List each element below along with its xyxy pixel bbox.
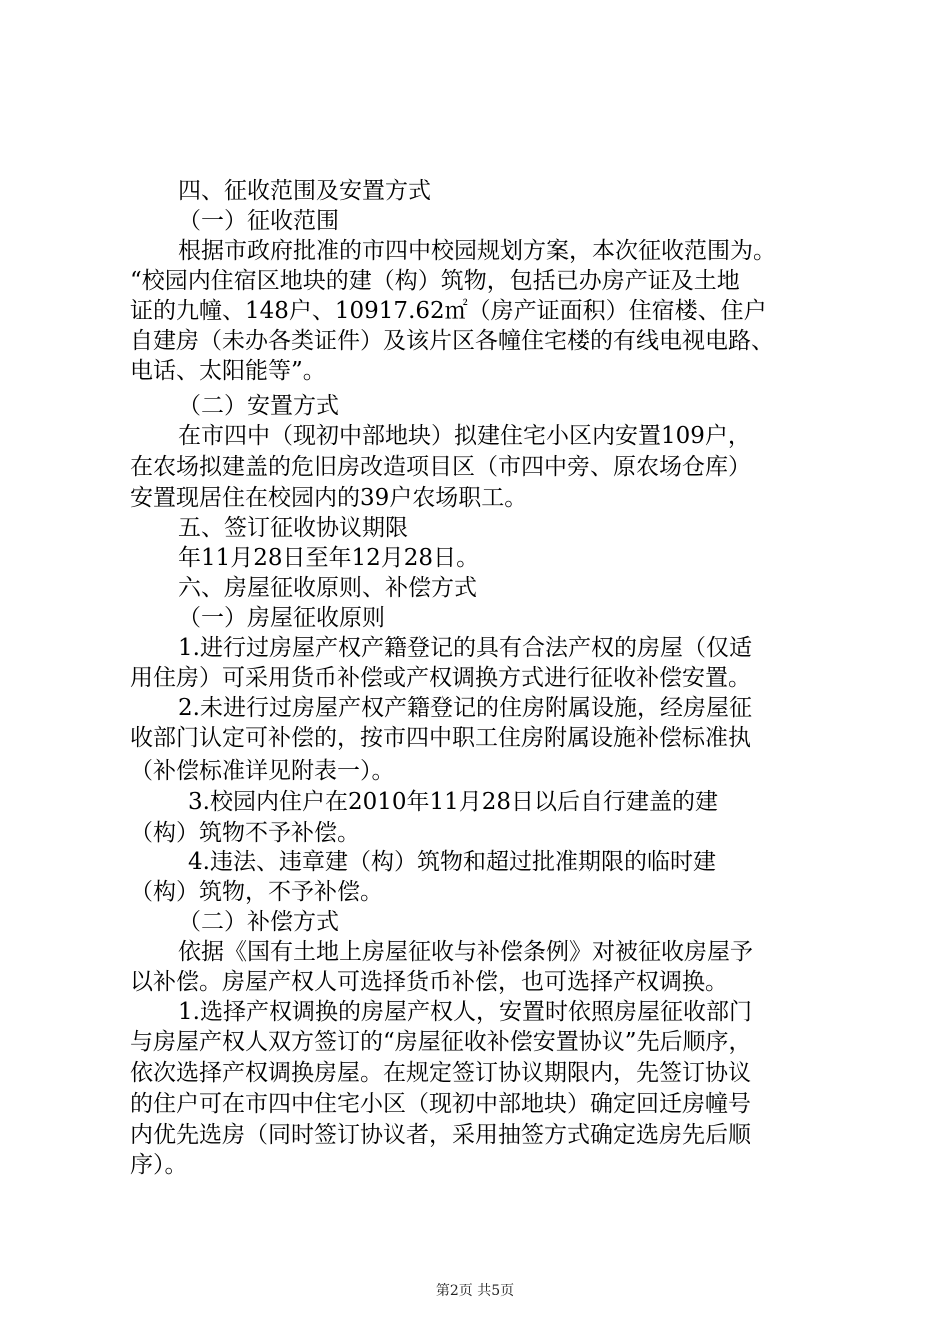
paragraph-line: 在市四中（现初中部地块）拟建住宅小区内安置109户，: [178, 423, 751, 449]
subheading-collection-principles: （一）房屋征收原则: [178, 605, 385, 631]
subheading-resettlement-method: （二）安置方式: [178, 393, 339, 419]
paragraph-line: 用住房）可采用货币补偿或产权调换方式进行征收补偿安置。: [130, 665, 751, 691]
paragraph-line: 依次选择产权调换房屋。在规定签订协议期限内，先签订协议: [130, 1060, 751, 1086]
paragraph-line: 安置现居住在校园内的39户农场职工。: [130, 485, 528, 511]
paragraph-line: 序）。: [130, 1152, 188, 1178]
heading-section-6: 六、房屋征收原则、补偿方式: [178, 575, 477, 601]
paragraph-line: 内优先选房（同时签订协议者，采用抽签方式确定选房先后顺: [130, 1122, 751, 1148]
paragraph-line: 收部门认定可补偿的，按市四中职工住房附属设施补偿标准执: [130, 725, 751, 751]
paragraph-line: 1.进行过房屋产权产籍登记的具有合法产权的房屋（仅适: [178, 635, 752, 661]
page-number-footer: 第2页 共5页: [435, 1283, 515, 1299]
paragraph-line: （构）筑物，不予补偿。: [130, 879, 383, 905]
paragraph-line: 自建房（未办各类证件）及该片区各幢住宅楼的有线电视电路、: [130, 328, 774, 354]
paragraph-line: 电话、太阳能等”。: [130, 358, 326, 384]
paragraph-line: 4.违法、违章建（构）筑物和超过批准期限的临时建: [188, 849, 716, 875]
paragraph-line: 根据市政府批准的市四中校园规划方案，本次征收范围为。: [178, 238, 776, 264]
subheading-compensation-method: （二）补偿方式: [178, 909, 339, 935]
heading-section-4: 四、征收范围及安置方式: [178, 178, 431, 204]
paragraph-line: 2.未进行过房屋产权产籍登记的住房附属设施，经房屋征: [178, 695, 752, 721]
paragraph-line: （构）筑物不予补偿。: [130, 820, 360, 846]
paragraph-line: “校园内住宿区地块的建（构）筑物，包括已办房产证及土地: [130, 268, 740, 294]
paragraph-line: （补偿标准详见附表一）。: [130, 758, 395, 784]
heading-section-5: 五、签订征收协议期限: [178, 515, 408, 541]
paragraph-line: 年11月28日至年12月28日。: [178, 545, 480, 571]
paragraph-line: 证的九幢、148户、10917.62㎡（房产证面积）住宿楼、住户: [130, 298, 767, 324]
paragraph-line: 在农场拟建盖的危旧房改造项目区（市四中旁、原农场仓库）: [130, 454, 751, 480]
paragraph-line: 依据《国有土地上房屋征收与补偿条例》对被征收房屋予: [178, 939, 753, 965]
paragraph-line: 的住户可在市四中住宅小区（现初中部地块）确定回迁房幢号: [130, 1091, 751, 1117]
paragraph-line: 1.选择产权调换的房屋产权人，安置时依照房屋征收部门: [178, 999, 752, 1025]
paragraph-line: 3.校园内住户在2010年11月28日以后自行建盖的建: [188, 789, 719, 815]
subheading-collection-scope: （一）征收范围: [178, 208, 339, 234]
paragraph-line: 与房屋产权人双方签订的“房屋征收补偿安置协议”先后顺序，: [130, 1029, 752, 1055]
paragraph-line: 以补偿。房屋产权人可选择货币补偿，也可选择产权调换。: [130, 969, 728, 995]
